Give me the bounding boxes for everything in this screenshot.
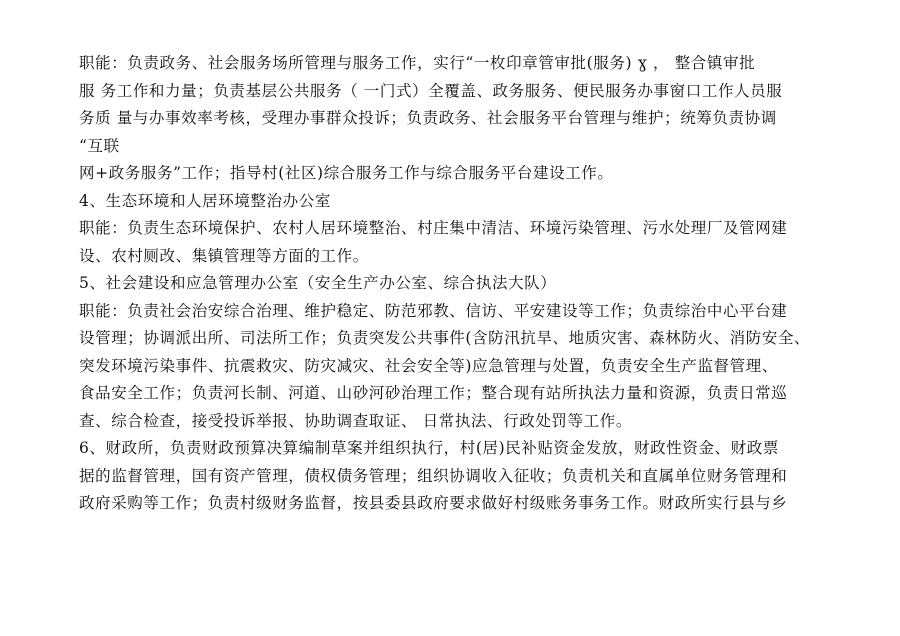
text-line: 突发环境污染事件、抗震救灾、防灾减灾、社会安全等)应急管理与处置，负责安全生产监督管理、 bbox=[79, 356, 778, 375]
section-heading: 5、社会建设和应急管理办公室（安全生产办公室、综合执法大队） bbox=[79, 274, 557, 292]
text-line: 务质 量与办事效率考核，受理办事群众投诉；负责政务、社会服务平台管理与维护；统筹负责协调 bbox=[79, 109, 777, 127]
text-line: 据的监督管理，国有资产管理，债权债务管理；组织协调收入征收；负责机关和直属单位财务管理和 bbox=[79, 466, 788, 485]
text-line: “互联 bbox=[79, 136, 120, 155]
text-line: 设管理；协调派出所、司法所工作；负责突发公共事件(含防汛抗旱、地质灾害、森林防火、消防安全、 bbox=[79, 329, 811, 347]
text-line: 职能：负责生态环境保护、农村人居环境整治、村庄集中清洁、环境污染管理、污水处理厂及管网建 bbox=[79, 219, 788, 237]
text-line: 食品安全工作；负责河长制、河道、山砂河砂治理工作；整合现有站所执法力量和资源，负责日常巡 bbox=[79, 384, 788, 402]
text-line: 政府采购等工作；负责村级财务监督，按县委县政府要求做好村级账务事务工作。财政所实行县与乡 bbox=[79, 494, 788, 512]
text-line: 服 务工作和力量；负责基层公共服务（ 一门式）全覆盖、政务服务、便民服务办事窗口工作人员服 bbox=[79, 81, 783, 100]
document-page bbox=[79, 50, 839, 518]
section-heading: 4、生态环境和人居环境整治办公室 bbox=[79, 191, 331, 210]
text-line: 职能：负责政务、社会服务场所管理与服务工作，实行“一枚印章管审批(服务) ɣ ， 整合镇审批 bbox=[79, 54, 756, 72]
text-line: 查、综合检查，接受投诉举报、协助调查取证、 日常执法、行政处罚等工作。 bbox=[79, 411, 632, 430]
text-line: 职能：负责社会治安综合治理、维护稳定、防范邪教、信访、平安建设等工作；负责综治中心平台建 bbox=[79, 301, 788, 320]
text-line: 设、农村厕改、集镇管理等方面的工作。 bbox=[79, 246, 369, 265]
text-line: 网+政务服务”工作；指导村(社区)综合服务工作与综合服务平台建设工作。 bbox=[79, 164, 614, 182]
section-heading: 6、财政所，负责财政预算决算编制草案并组织执行，村(居)民补贴资金发放，财政性资金、财政票 bbox=[79, 439, 779, 457]
